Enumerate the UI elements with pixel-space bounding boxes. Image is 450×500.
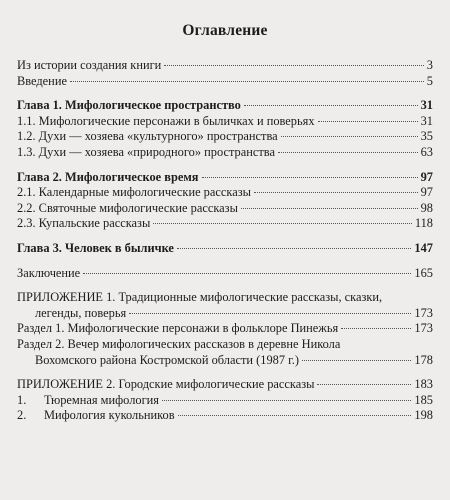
toc-entry-page: 3 <box>426 58 433 72</box>
toc-entry-title: Из истории создания книги <box>17 58 162 72</box>
toc-entry-page: 147 <box>414 240 433 255</box>
toc-entry-text: Мифология кукольников <box>44 408 175 423</box>
toc-entry-title-line-1: Раздел 2. Вечер мифологических рассказов в деревне Никола <box>17 336 341 351</box>
toc-entry-title: 2.2. Святочные мифологические рассказы <box>17 200 238 215</box>
toc-entry-title-line-2: легенды, поверья <box>35 305 127 320</box>
dot-leader <box>164 65 424 66</box>
dot-leader <box>241 208 418 209</box>
dot-leader <box>302 360 411 361</box>
toc-entry-title: Глава 1. Мифологическое пространство <box>17 98 241 113</box>
spacer <box>17 368 433 377</box>
dot-leader <box>178 415 412 416</box>
toc-entry-page: 31 <box>420 98 433 113</box>
toc-entry-text: Тюремная мифология <box>44 392 159 407</box>
toc-entry-page: 35 <box>420 129 433 144</box>
spacer <box>17 89 433 98</box>
toc-entry-conclusion[interactable] <box>17 266 433 282</box>
dot-leader <box>83 273 411 274</box>
toc-entry-appendix-1-section-2[interactable] <box>17 337 433 368</box>
toc-entry-title: ПРИЛОЖЕНИЕ 2. Городские мифологические рассказы <box>17 377 315 392</box>
toc-entry-appendix-2[interactable] <box>17 377 433 393</box>
toc-entry-page: 31 <box>420 113 433 128</box>
dot-leader <box>254 192 418 193</box>
toc-entry-2-1[interactable] <box>17 185 433 201</box>
toc-entry-introduction[interactable] <box>17 74 433 90</box>
dot-leader <box>244 105 418 106</box>
toc-entry-number: 2. <box>17 408 27 423</box>
toc-entry-1-2[interactable] <box>17 129 433 145</box>
toc-entry-1-1[interactable] <box>17 114 433 130</box>
toc-entry-line-2 <box>17 306 433 322</box>
toc-entry-title: 1.1. Мифологические персонажи в быличках и поверьях <box>17 113 315 128</box>
toc-list <box>17 58 433 424</box>
toc-entry-history[interactable] <box>17 58 433 74</box>
toc-entry-page: 118 <box>414 216 433 231</box>
toc-entry-title: 2.1. Календарные мифологические рассказы <box>17 185 251 200</box>
toc-entry-1-3[interactable] <box>17 145 433 161</box>
toc-entry-title-line-2: Вохомского района Костромской области (1987 г.) <box>35 352 300 367</box>
toc-entry-chapter-2[interactable] <box>17 170 433 186</box>
toc-entry-appendix-2-item-1[interactable] <box>17 393 433 409</box>
toc-entry-title: 2.3. Купальские рассказы <box>17 216 151 231</box>
toc-entry-title <box>17 393 159 409</box>
toc-entry-page: 173 <box>414 321 433 336</box>
dot-leader <box>129 313 411 314</box>
toc-entry-title: Глава 3. Человек в быличке <box>17 240 174 255</box>
toc-entry-page: 63 <box>420 144 433 159</box>
toc-entry-title: Введение <box>17 73 67 88</box>
toc-entry-appendix-1-section-1[interactable] <box>17 321 433 337</box>
toc-entry-page: 183 <box>414 377 433 392</box>
toc-entry-page: 5 <box>426 73 433 88</box>
toc-entry-title: Раздел 1. Мифологические персонажи в фольклоре Пинежья <box>17 321 339 336</box>
dot-leader <box>177 248 411 249</box>
spacer <box>17 161 433 170</box>
toc-entry-chapter-3[interactable] <box>17 241 433 257</box>
toc-entry-number: 1. <box>17 392 27 407</box>
dot-leader <box>341 328 411 329</box>
toc-entry-title: Заключение <box>17 265 81 280</box>
page-title: Оглавление <box>182 22 268 39</box>
dot-leader <box>162 400 411 401</box>
toc-entry-appendix-2-item-2[interactable] <box>17 408 433 424</box>
dot-leader <box>278 152 418 153</box>
spacer <box>17 232 433 241</box>
toc-entry-title: 1.2. Духи — хозяева «культурного» пространства <box>17 129 278 144</box>
dot-leader <box>153 223 412 224</box>
toc-entry-title: 1.3. Духи — хозяева «природного» пространства <box>17 144 275 159</box>
dot-leader <box>70 81 424 82</box>
dot-leader <box>318 121 418 122</box>
toc-entry-title-line-1: ПРИЛОЖЕНИЕ 1. Традиционные мифологические рассказы, сказки, <box>17 290 383 305</box>
toc-entry-page: 97 <box>420 185 433 200</box>
spacer <box>17 281 433 290</box>
toc-entry-chapter-1[interactable] <box>17 98 433 114</box>
toc-entry-page: 97 <box>420 169 433 184</box>
toc-entry-page: 165 <box>414 265 433 280</box>
toc-entry-appendix-1[interactable] <box>17 290 433 321</box>
spacer <box>17 257 433 266</box>
toc-entry-2-3[interactable] <box>17 216 433 232</box>
dot-leader <box>281 136 418 137</box>
dot-leader <box>317 384 411 385</box>
toc-entry-page: 185 <box>414 392 433 407</box>
toc-entry-title: Глава 2. Мифологическое время <box>17 169 199 184</box>
toc-entry-line-2 <box>17 353 433 369</box>
toc-entry-page: 178 <box>414 352 433 367</box>
dot-leader <box>202 177 418 178</box>
toc-entry-page: 198 <box>414 408 433 423</box>
toc-entry-2-2[interactable] <box>17 201 433 217</box>
toc-entry-page: 98 <box>420 200 433 215</box>
toc-entry-page: 173 <box>414 305 433 320</box>
toc-entry-title <box>17 408 175 424</box>
